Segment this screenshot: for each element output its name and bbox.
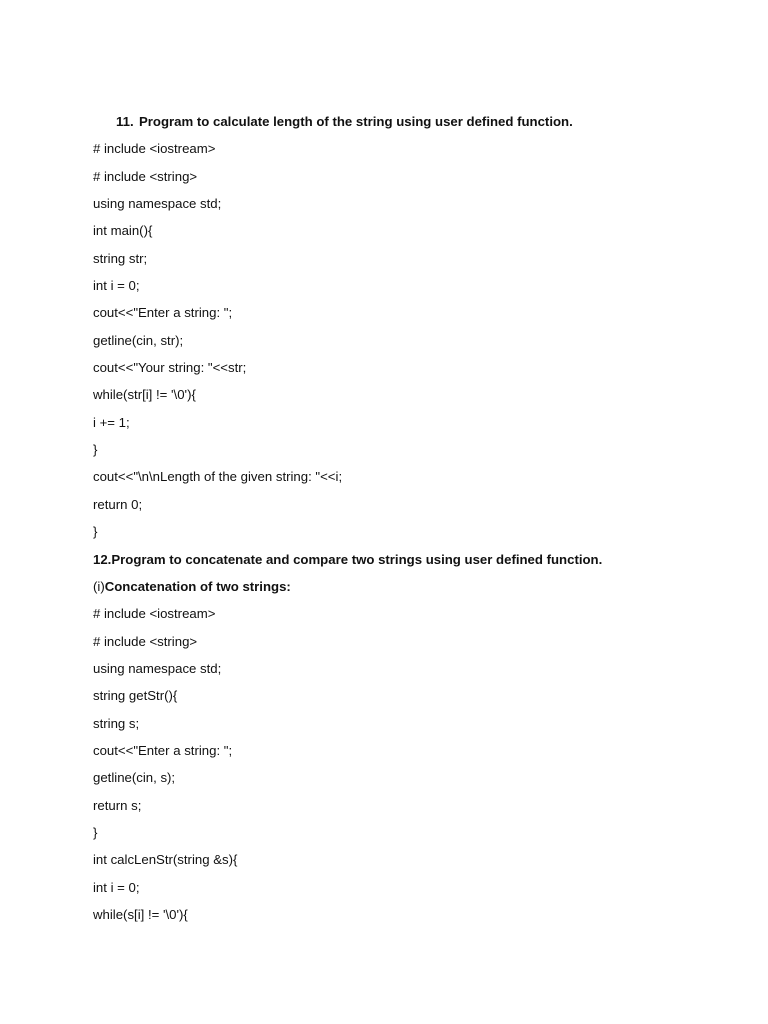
subheading-title: Concatenation of two strings: (104, 578, 291, 594)
code-line: cout<<"\n\nLength of the given string: "<<i; (93, 469, 343, 485)
code-line: } (93, 524, 98, 540)
code-line: while(s[i] != '\0'){ (93, 906, 188, 922)
section-11-heading (93, 113, 713, 140)
code-line: string s; (93, 715, 140, 731)
code-line: # include <string> (93, 168, 198, 184)
section-11-title: Program to calculate length of the string using user defined function. (139, 114, 573, 129)
subheading-prefix: (i) (93, 578, 105, 594)
code-line: i += 1; (93, 414, 130, 430)
code-line: # include <iostream> (93, 141, 216, 157)
code-line: # include <string> (93, 633, 198, 649)
code-line: getline(cin, s); (93, 770, 176, 786)
code-line: return 0; (93, 496, 143, 512)
code-line: # include <iostream> (93, 606, 216, 622)
code-line: int main(){ (93, 223, 153, 239)
code-line: cout<<"Enter a string: "; (93, 305, 233, 321)
code-line: string str; (93, 250, 148, 266)
code-line: cout<<"Enter a string: "; (93, 742, 233, 758)
code-line: using namespace std; (93, 660, 222, 676)
subheading-concatenation (93, 578, 713, 605)
section-11-number: 11. (116, 114, 134, 129)
code-line: int calcLenStr(string &s){ (93, 852, 238, 868)
code-line: return s; (93, 797, 142, 813)
code-line: int i = 0; (93, 879, 140, 895)
code-line: } (93, 824, 98, 840)
code-line: cout<<"Your string: "<<str; (93, 360, 247, 376)
code-line: string getStr(){ (93, 688, 178, 704)
code-line: while(str[i] != '\0'){ (93, 387, 196, 403)
code-line: using namespace std; (93, 196, 222, 212)
code-line: } (93, 442, 98, 458)
document-content (93, 113, 713, 933)
section-12-heading: 12.Program to concatenate and compare two strings using user defined function. (93, 551, 603, 567)
code-line: int i = 0; (93, 278, 140, 294)
code-line: getline(cin, str); (93, 332, 184, 348)
